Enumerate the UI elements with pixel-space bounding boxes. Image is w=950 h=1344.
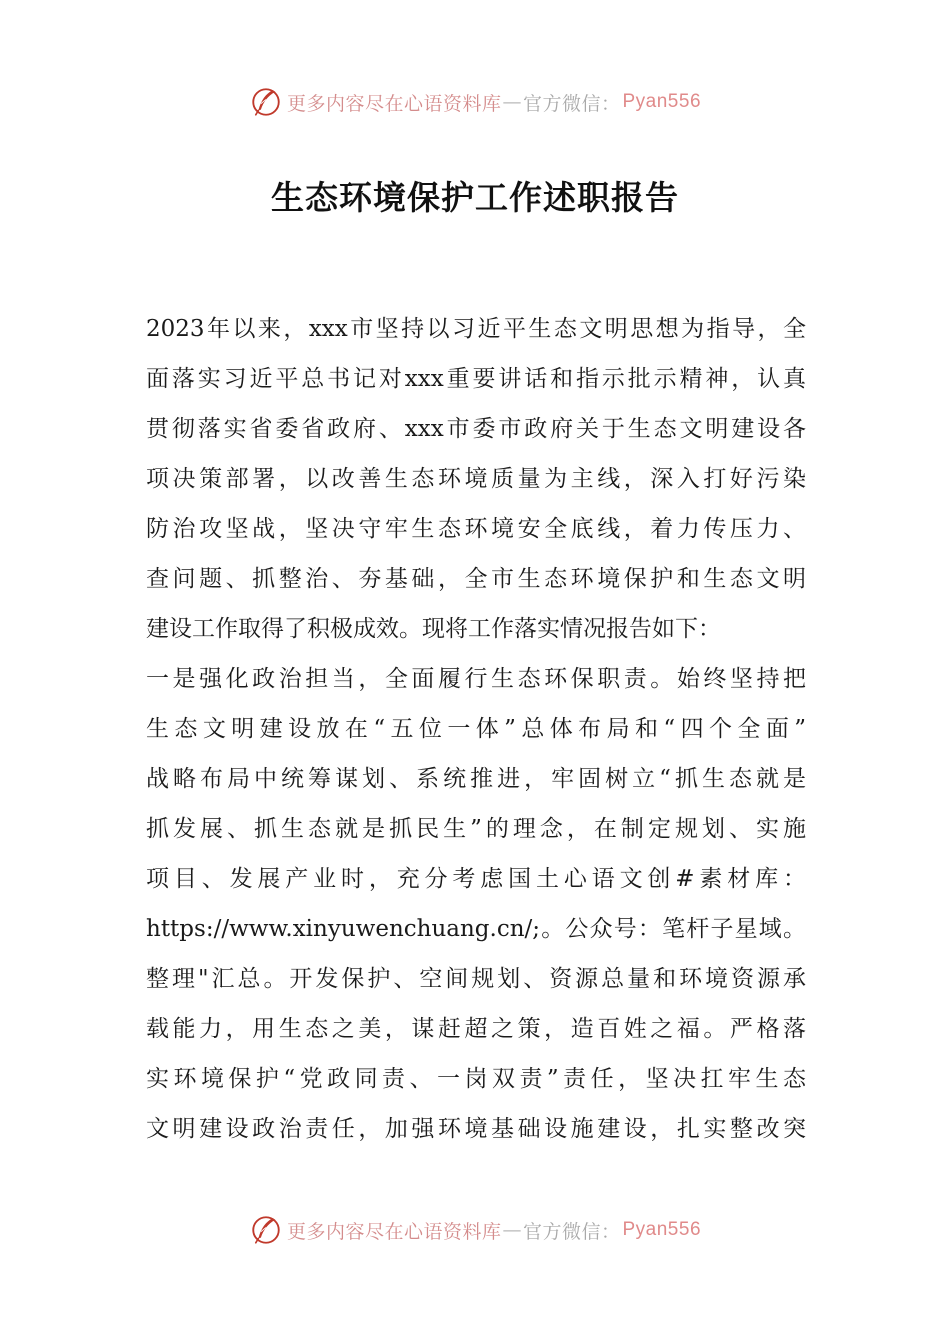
quill-logo-icon [249,1213,283,1247]
quill-logo-icon [249,85,283,119]
document-title: 生态环境保护工作述职报告 [271,178,679,217]
banner-brand: 更多内容尽在心语资料库 [286,92,502,115]
banner-dash: — [502,1219,522,1241]
body-line: 实环境保护“党政同责、一岗双责”责任，坚决扛牢生态 [146,1066,806,1092]
body-line: 2023年以来，xxx市坚持以习近平生态文明思想为指导，全 [146,316,806,342]
banner-official: 官方微信： [522,92,621,115]
body-line: 一是强化政治担当，全面履行生态环保职责。始终坚持把 [146,666,806,692]
body-line: 防治攻坚战，坚决守牢生态环境安全底线，着力传压力、 [146,516,806,542]
body-line: 建设工作取得了积极成效。现将工作落实情况报告如下： [146,616,721,642]
body-line: 项目、发展产业时，充分考虑国土心语文创#素材库： [146,866,806,892]
banner-dash: — [502,91,522,113]
banner-wechat-id: Pyan556 [622,91,702,112]
body-line: 载能力，用生态之美，谋赶超之策，造百姓之福。严格落 [146,1016,806,1042]
body-line: 生态文明建设放在“五位一体”总体布局和“四个全面” [146,716,806,742]
body-line: 战略布局中统筹谋划、系统推进，牢固树立“抓生态就是 [146,766,806,792]
body-line: 查问题、抓整治、夯基础，全市生态环境保护和生态文明 [146,566,806,592]
body-line: 项决策部署，以改善生态环境质量为主线，深入打好污染 [146,466,806,492]
banner-brand: 更多内容尽在心语资料库 [286,1220,502,1243]
body-line: 整理"汇总。开发保护、空间规划、资源总量和环境资源承 [146,966,806,992]
banner-wechat-id: Pyan556 [622,1219,702,1240]
document-body [146,304,806,1154]
footer-banner [0,1210,950,1250]
body-line: 文明建设政治责任，加强环境基础设施建设，扎实整改突 [146,1116,806,1142]
body-line: 面落实习近平总书记对xxx重要讲话和指示批示精神，认真 [146,366,806,392]
body-line: 贯彻落实省委省政府、xxx市委市政府关于生态文明建设各 [146,416,806,442]
body-line: 抓发展、抓生态就是抓民生”的理念，在制定规划、实施 [146,816,806,842]
banner-official: 官方微信： [522,1220,621,1243]
header-banner [0,82,950,122]
body-line: https://www.xinyuwenchuang.cn/;。公众号：笔杆子星域。 [146,916,806,942]
